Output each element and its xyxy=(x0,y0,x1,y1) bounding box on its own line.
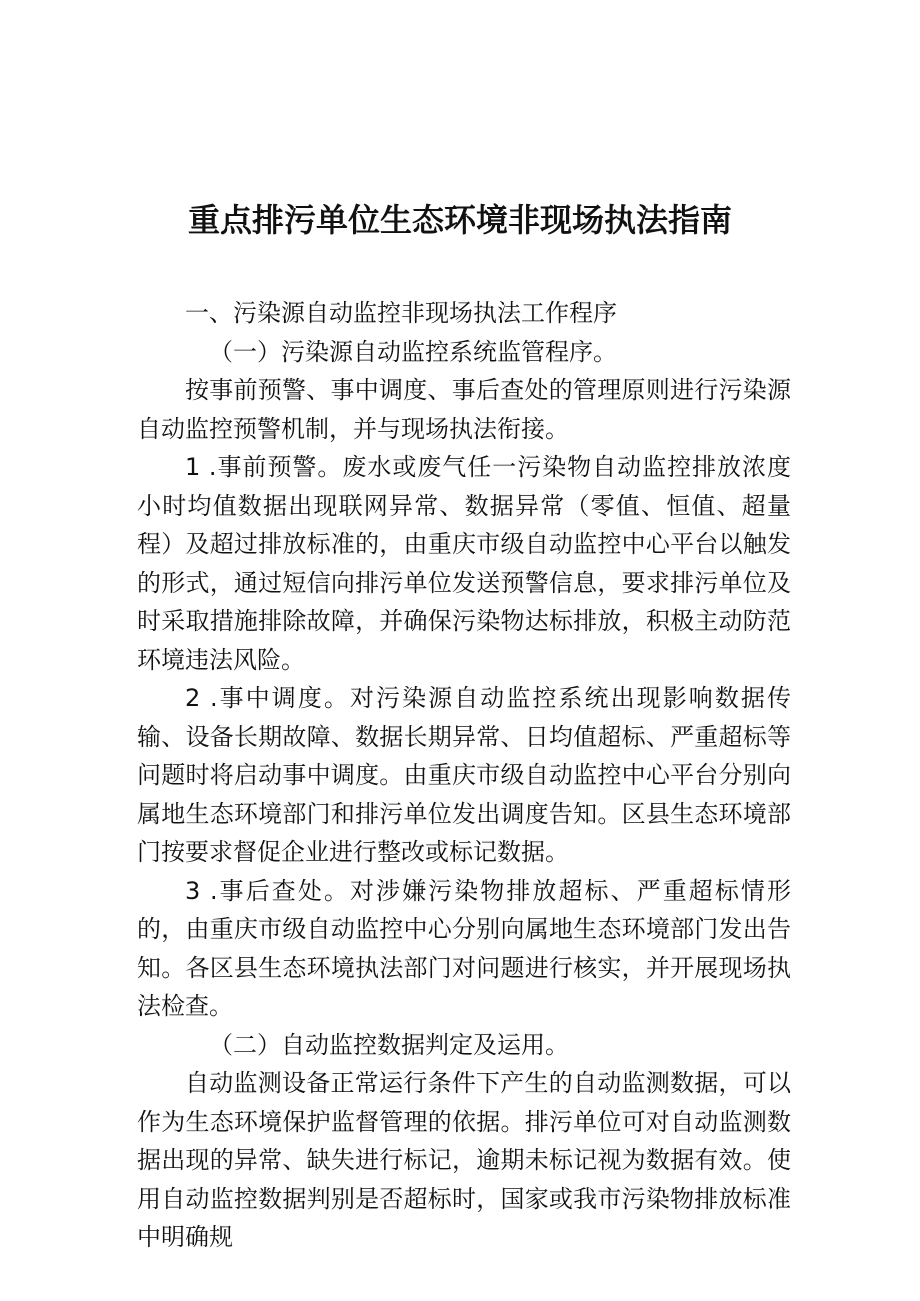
list-item: 3 .事后查处。对涉嫌污染物排放超标、严重超标情形的，由重庆市级自动监控中心分别向属地生态环境部门发出告知。各区县生态环境执法部门对问题进行核实，并开展现场执法检查。 xyxy=(137,876,791,1020)
document-title: 重点排污单位生态环境非现场执法指南 xyxy=(187,201,732,239)
list-item: 2 .事中调度。对污染源自动监控系统出现影响数据传输、设备长期故障、数据长期异常、日均值超标、严重超标等问题时将启动事中调度。由重庆市级自动监控中心平台分别向属地生态环境部门和排污单位发出调度告知。区县生态环境部门按要求督促企业进行整改或标记数据。 xyxy=(137,684,791,866)
subsection-heading: （一）污染源自动监控系统监管程序。 xyxy=(209,337,617,366)
list-item: 1 .事前预警。废水或废气任一污染物自动监控排放浓度小时均值数据出现联网异常、数据异常（零值、恒值、超量程）及超过排放标准的，由重庆市级自动监控中心平台以触发的形式，通过短信向排污单位发送预警信息，要求排污单位及时采取措施排除故障，并确保污染物达标排放，积极主动防范环境违法风险。 xyxy=(137,453,791,674)
subsection-heading: （二）自动监控数据判定及运用。 xyxy=(209,1030,569,1059)
document-body xyxy=(137,294,791,1257)
section-heading: 一、污染源自动监控非现场执法工作程序 xyxy=(185,299,617,327)
paragraph: 按事前预警、事中调度、事后查处的管理原则进行污染源自动监控预警机制，并与现场执法衔接。 xyxy=(137,376,791,443)
paragraph: 自动监测设备正常运行条件下产生的自动监测数据，可以作为生态环境保护监督管理的依据。排污单位可对自动监测数据出现的异常、缺失进行标记，逾期未标记视为数据有效。使用自动监控数据判别是否超标时，国家或我市污染物排放标准中明确规 xyxy=(137,1069,791,1251)
